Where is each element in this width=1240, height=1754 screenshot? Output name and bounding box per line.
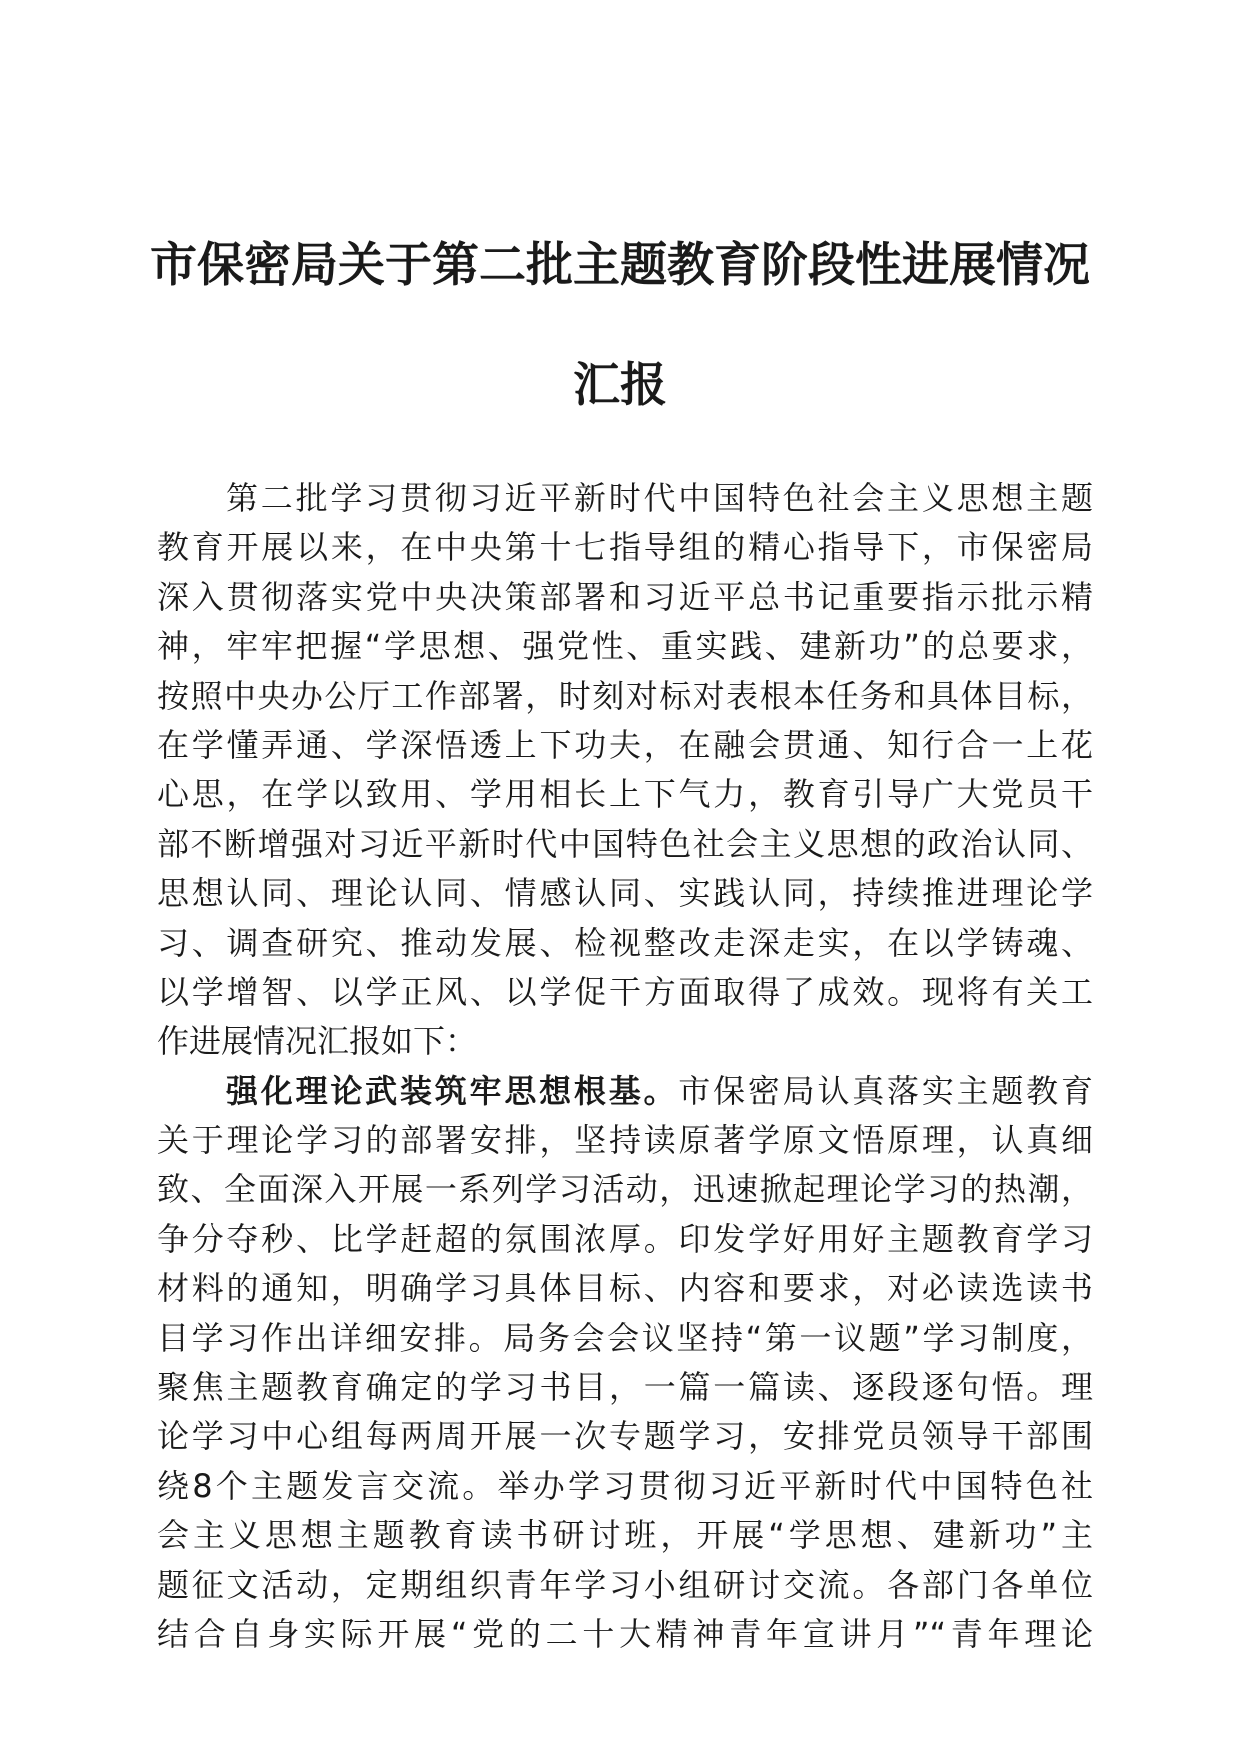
paragraph-2-line: 题征文活动，定期组织青年学习小组研讨交流。各部门各单位 [157, 1565, 1093, 1604]
paragraph-1-line: 习、调查研究、推动发展、检视整改走深走实，在以学铸魂、 [157, 923, 1093, 962]
paragraph-2-first-line [157, 1067, 1093, 1116]
paragraph-2-line: 会主义思想主题教育读书研讨班，开展“学思想、建新功”主 [157, 1516, 1093, 1555]
paragraph-2-line: 论学习中心组每两周开展一次专题学习，安排党员领导干部围 [157, 1417, 1093, 1456]
paragraph-2-line: 目学习作出详细安排。局务会会议坚持“第一议题”学习制度， [157, 1318, 1093, 1357]
document-title-line-2: 汇报 [573, 358, 667, 413]
document-title-line-1: 市保密局关于第二批主题教育阶段性进展情况 [150, 238, 1090, 293]
paragraph-2-line: 结合自身实际开展“党的二十大精神青年宣讲月”“青年理论 [157, 1614, 1093, 1653]
paragraph-2-line-rest: 市保密局认真落实主题教育 [678, 1071, 1093, 1110]
document-body [157, 474, 1093, 1659]
paragraph-2-line: 材料的通知，明确学习具体目标、内容和要求，对必读选读书 [157, 1269, 1093, 1308]
paragraph-2-line: 绕8个主题发言交流。举办学习贯彻习近平新时代中国特色社 [157, 1466, 1093, 1505]
paragraph-1-line: 深入贯彻落实党中央决策部署和习近平总书记重要指示批示精 [157, 577, 1093, 616]
paragraph-1-line: 心思，在学以致用、学用相长上下气力，教育引导广大党员干 [157, 775, 1093, 814]
paragraph-2-line: 致、全面深入开展一系列学习活动，迅速掀起理论学习的热潮， [157, 1170, 1093, 1209]
paragraph-2-line: 关于理论学习的部署安排，坚持读原著学原文悟原理，认真细 [157, 1121, 1093, 1160]
paragraph-1-line: 按照中央办公厅工作部署，时刻对标对表根本任务和具体目标， [157, 676, 1093, 715]
section-heading: 强化理论武装筑牢思想根基。 [226, 1071, 679, 1110]
paragraph-1 [157, 474, 1093, 1067]
paragraph-1-line: 思想认同、理论认同、情感认同、实践认同，持续推进理论学 [157, 874, 1093, 913]
paragraph-1-line: 作进展情况汇报如下： [157, 1022, 478, 1061]
paragraph-1-line: 教育开展以来，在中央第十七指导组的精心指导下，市保密局 [157, 528, 1093, 567]
paragraph-2-line: 聚焦主题教育确定的学习书目，一篇一篇读、逐段逐句悟。理 [157, 1368, 1093, 1407]
paragraph-1-line: 第二批学习贯彻习近平新时代中国特色社会主义思想主题 [226, 479, 1093, 517]
paragraph-1-line: 以学增智、以学正风、以学促干方面取得了成效。现将有关工 [157, 972, 1093, 1011]
paragraph-1-line: 部不断增强对习近平新时代中国特色社会主义思想的政治认同、 [157, 824, 1093, 863]
paragraph-1-line: 在学懂弄通、学深悟透上下功夫，在融会贯通、知行合一上花 [157, 725, 1093, 764]
paragraph-2-line: 争分夺秒、比学赶超的氛围浓厚。印发学好用好主题教育学习 [157, 1219, 1093, 1258]
paragraph-1-line: 神，牢牢把握“学思想、强党性、重实践、建新功”的总要求， [157, 627, 1093, 666]
paragraph-2 [157, 1067, 1093, 1660]
